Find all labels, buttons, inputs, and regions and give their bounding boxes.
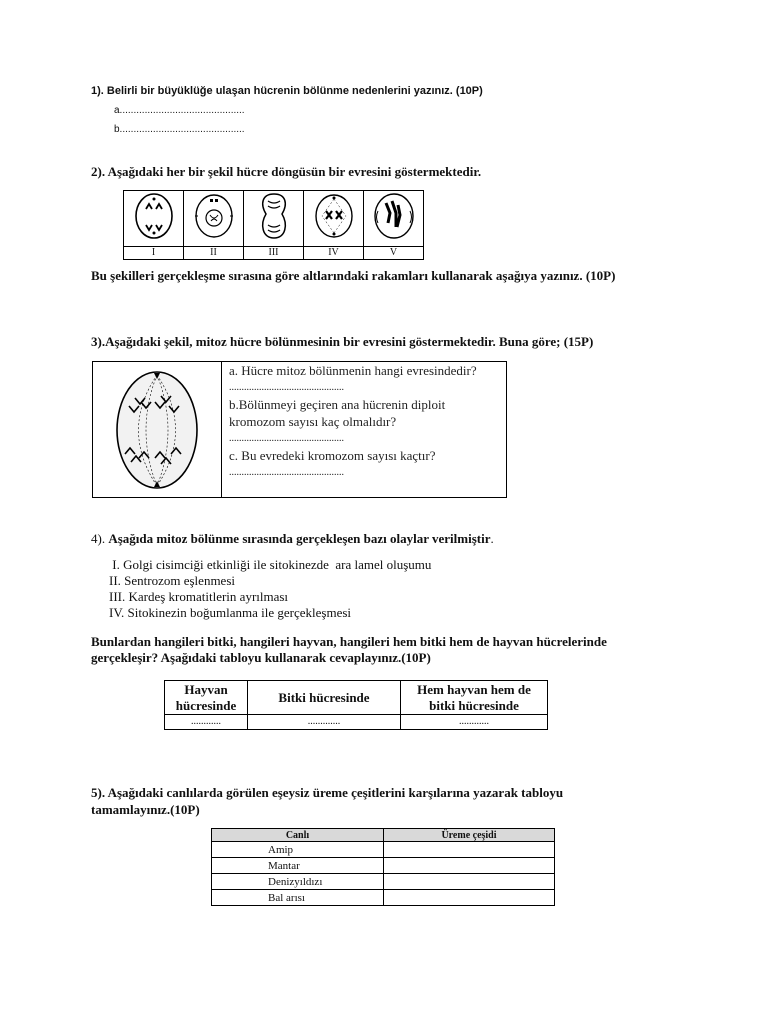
q4-answer-plant: .............	[248, 715, 401, 730]
q4-event-item: I. Golgi cisimciği etkinliği ile sitokinezde ara lamel oluşumu	[109, 557, 432, 572]
q3-part-b-answer: ..............................................	[229, 433, 344, 444]
q4-col-both	[401, 681, 548, 715]
q5-answer-cell	[384, 874, 555, 890]
cell-label-3: III	[244, 247, 304, 260]
q4-col-animal-line1: Hayvan	[184, 681, 228, 697]
q3-part-c-answer: ..............................................	[229, 467, 344, 478]
q4-answer-animal: ............	[165, 715, 248, 730]
table-row: Denizyıldızı	[212, 874, 384, 890]
q3-part-b-line1: b.Bölünmeyi geçiren ana hücrenin diploit	[229, 397, 446, 412]
q3-part-b-line2: kromozom sayısı kaç olmalıdır?	[229, 414, 397, 429]
q5-title-line2: tamamlayınız.(10P)	[91, 802, 200, 817]
q5-answer-cell	[384, 842, 555, 858]
q4-col-both-line1: Hem hayvan hem de	[417, 681, 531, 697]
q4-col-animal-line2: hücresinde	[175, 697, 237, 713]
cell-label-2: II	[184, 247, 244, 260]
q3-part-c: c. Bu evredeki kromozom sayısı kaçtır?	[229, 448, 436, 463]
q1-answer-line-a: a.............................................	[114, 105, 245, 116]
q4-event-item: II. Sentrozom eşlenmesi	[109, 573, 235, 588]
q1-answer-line-b: b.............................................	[114, 124, 245, 135]
q5-header-organism: Canlı	[212, 829, 384, 842]
q4-event-list	[109, 557, 431, 621]
q4-question-line1: Bunlardan hangileri bitki, hangileri hayvan, hangileri hem bitki hem de hayvan hücrelerinde	[91, 634, 607, 649]
table-row: Bal arısı	[212, 890, 384, 906]
q4-title-suffix: .	[490, 531, 494, 546]
cell-label-1: I	[124, 247, 184, 260]
telophase-cell-icon	[244, 191, 303, 241]
q4-col-animal	[165, 681, 248, 715]
q4-title-text: Aşağıda mitoz bölünme sırasında gerçekleşen bazı olaylar verilmiştir	[108, 531, 491, 546]
prophase-cell-icon	[124, 191, 183, 241]
q2-title: 2). Aşağıdaki her bir şekil hücre döngüsün bir evresini göstermektedir.	[91, 164, 482, 179]
q5-title-line1: 5). Aşağıdaki canlılarda görülen eşeysiz üreme çeşitlerini karşılarına yazarak tabloyu	[91, 785, 564, 800]
q4-answer-both: ............	[401, 715, 548, 730]
q5-header-reproduction: Üreme çeşidi	[384, 829, 555, 842]
q4-col-both-line2: bitki hücresinde	[429, 697, 519, 713]
q5-answer-cell	[384, 890, 555, 906]
q4-question-line2: gerçekleşir? Aşağıdaki tabloyu kullanarak cevaplayınız.(10P)	[91, 650, 431, 665]
cell-label-4: IV	[304, 247, 364, 260]
interphase-cell-icon	[184, 191, 243, 241]
q3-title: 3).Aşağıdaki şekil, mitoz hücre bölünmesinin bir evresini göstermektedir. Buna göre; (15P)	[91, 334, 594, 349]
cell-figure-2	[184, 191, 244, 247]
cell-figure-3	[244, 191, 304, 247]
q3-box-divider	[221, 362, 222, 497]
metaphase-large-cell-icon	[115, 370, 199, 490]
metaphase-cell-icon	[304, 191, 363, 241]
q4-event-item: III. Kardeş kromatitlerin ayrılması	[109, 589, 289, 604]
table-row: Amip	[212, 842, 384, 858]
anaphase-cell-icon	[364, 191, 423, 241]
q4-title	[91, 531, 494, 547]
q3-box	[92, 361, 507, 498]
cell-figure-4	[304, 191, 364, 247]
q4-col-plant: Bitki hücresinde	[248, 681, 401, 715]
q5-answer-cell	[384, 858, 555, 874]
cell-cycle-figure-strip	[123, 190, 424, 260]
cell-label-5: V	[364, 247, 424, 260]
q4-answer-table	[164, 680, 548, 730]
q4-title-prefix: 4).	[91, 531, 109, 546]
cell-figure-5	[364, 191, 424, 247]
table-row: Mantar	[212, 858, 384, 874]
cell-figure-1	[124, 191, 184, 247]
q5-reproduction-table	[211, 828, 555, 906]
q3-part-a: a. Hücre mitoz bölünmenin hangi evresindedir?	[229, 363, 477, 378]
q1-title: 1). Belirli bir büyüklüğe ulaşan hücrenin bölünme nedenlerini yazınız. (10P)	[91, 85, 483, 97]
q4-event-item: IV. Sitokinezin boğumlanma ile gerçekleşmesi	[109, 605, 352, 620]
q2-instruction: Bu şekilleri gerçekleşme sırasına göre altlarındaki rakamları kullanarak aşağıya yazınız. (10P)	[91, 268, 616, 283]
q3-part-a-answer: ..............................................	[229, 382, 344, 393]
